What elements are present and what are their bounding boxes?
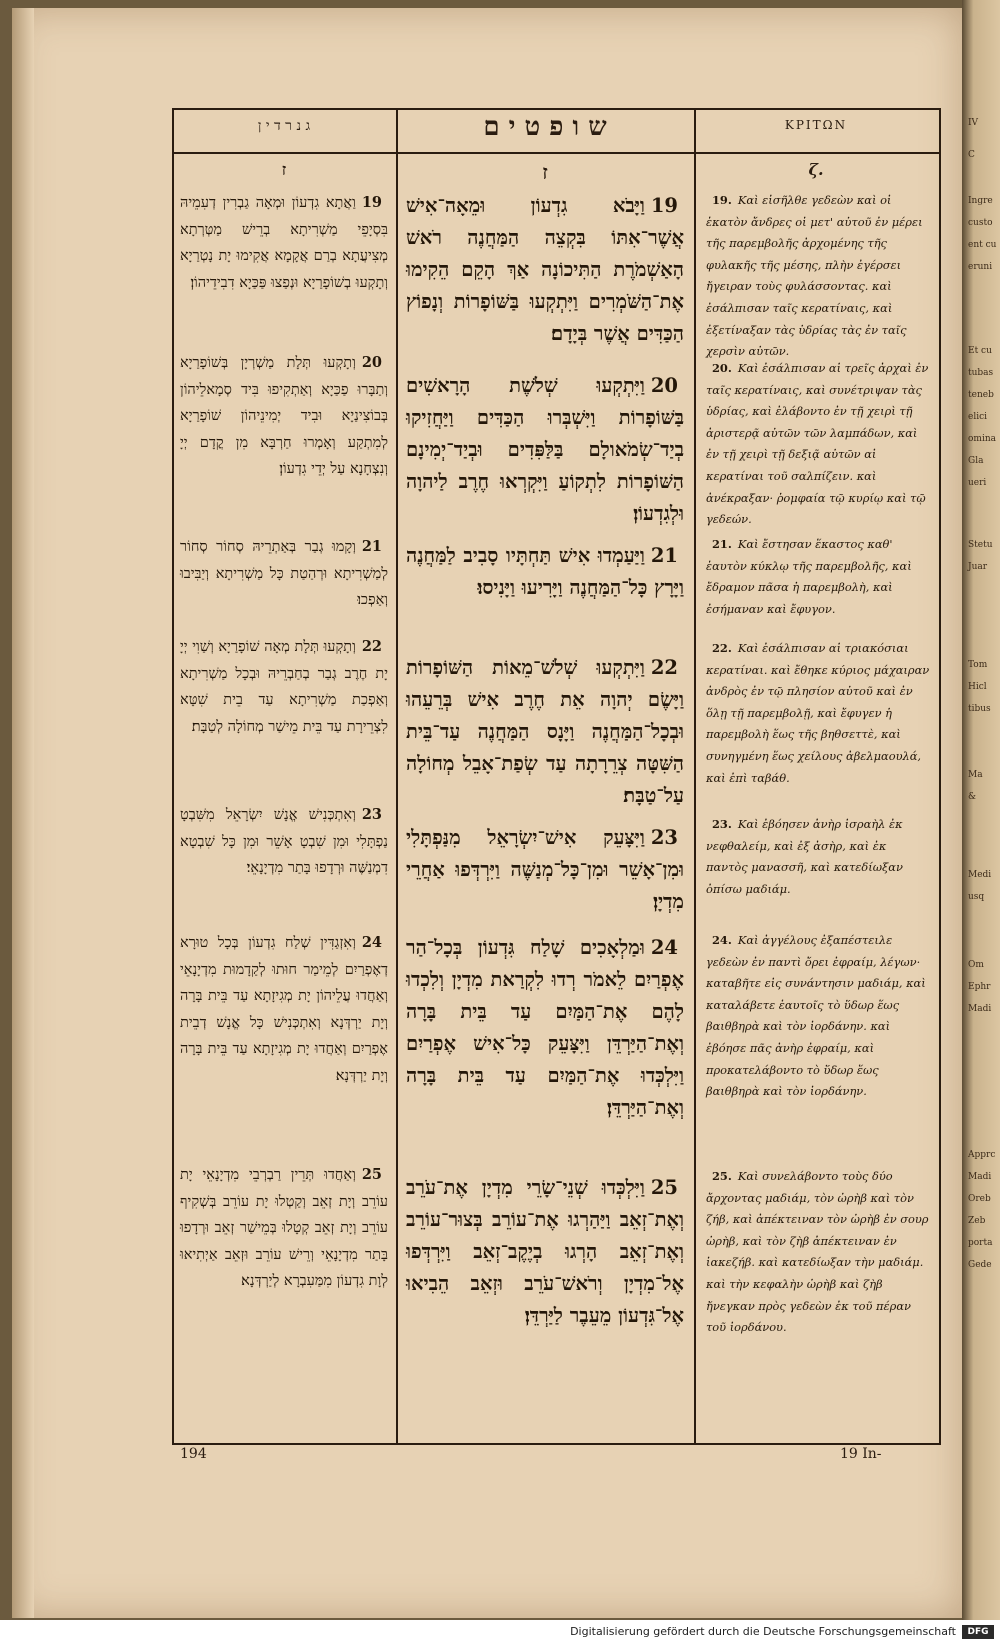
adjacent-fragment: IV xyxy=(968,118,979,128)
aramaic-verse xyxy=(180,1162,388,1295)
hebrew-verse xyxy=(406,822,684,932)
verse-number: 25. xyxy=(712,1169,732,1183)
adjacent-fragment: Ingre xyxy=(968,196,993,206)
adjacent-fragment: C xyxy=(968,150,975,160)
verse-number: 21 xyxy=(361,538,382,555)
adjacent-fragment: tibus xyxy=(968,704,991,714)
digitization-banner xyxy=(0,1620,1000,1646)
verse-number: 21 xyxy=(650,544,678,567)
verse-number: 19. xyxy=(712,193,732,207)
verse-text: Καὶ ἀγγέλους ἐξαπέστειλε γεδεὼν ἐν παντὶ ὄρει ἐφραίμ, λέγων· καταβῆτε εἰς συνάντησιν μαδιάμ, καὶ καταλάβετε ἑαυτοῖς τὸ ὕδωρ ἕως βαιθβηρὰ καὶ τὸν ἰορδάνην. καὶ ἐβόησε πᾶς ἀνὴρ ἐφραίμ, καὶ προκατελάβοντο τὸ ὕδωρ ἕως βαιθβηρὰ καὶ τὸν ἰορδάνην. xyxy=(706,933,926,1099)
verse-number: 25 xyxy=(361,1166,382,1183)
hebrew-verse xyxy=(406,190,684,370)
verse-text: וַיִּתְקְעוּ שְׁלֹשֶׁת הָרָאשִׁים בַּשּׁוֹפָרוֹת וַיִּשְׁבְּרוּ הַכַּדִּים וַיַּחֲזִיקוּ בְיַד־שְׂמֹאולָם בַּלַּפִּדִים וּבְיַד־יְמִינָם הַשּׁוֹפָרוֹת לִתְקוֹעַ וַיִּקְרְאוּ חֶרֶב לַיהוָה וּלְגִדְעוֹן׃ xyxy=(406,374,684,525)
verse-number: 24 xyxy=(361,934,382,951)
verse-text: וַאֲתָא גִדְעוֹן וּמְאָה גַבְרִין דְעִמֵיהּ בִּסְיָפֵי מַשְׁרִיתָא בְרֵישׁ מַטְּרְתָא מְצִיעֲתָא בְרַם אֲקָמָא אֲקִימוּ יָת נָטְרַיָא וְתָקְעוּ בְשׁוֹפָרַיָא וּנְפַצוּ פַּכַּיָא דִבִידֵיהוֹן׃ xyxy=(180,195,388,291)
adjacent-fragment: porta xyxy=(968,1238,993,1248)
catchword: 19 In- xyxy=(840,1446,882,1462)
verse-number: 23. xyxy=(712,817,732,831)
verse-text: Καὶ συνελάβοντο τοὺς δύο ἄρχοντας μαδιάμ, τὸν ὠρὴβ καὶ τὸν ζήβ, καὶ ἀπέκτειναν τὸν ὠρὴβ ἐν σουρ ὠρὴβ, καὶ τὸν ζὴβ ἀπέκτειναν ἐν ἰακεζήβ. καὶ κατεδίωξαν τὴν μαδιάμ. καὶ τὴν κεφαλὴν ὠρὴβ καὶ ζὴβ ἤνεγκαν πρὸς γεδεὼν ἐκ τοῦ πέραν τοῦ ἰορδάνου. xyxy=(706,1169,929,1335)
verse-number: 20 xyxy=(361,354,382,371)
verse-number: 22 xyxy=(650,656,678,679)
adjacent-fragment: omina xyxy=(968,434,996,444)
hebrew-verse xyxy=(406,540,684,652)
adjacent-fragment: Zeb xyxy=(968,1216,986,1226)
greek-verse xyxy=(706,534,930,638)
adjacent-fragment: Madi xyxy=(968,1172,992,1182)
adjacent-fragment: elici xyxy=(968,412,988,422)
greek-verse xyxy=(706,190,930,358)
verse-text: וַיִּלְכְּדוּ שְׁנֵי־שָׂרֵי מִדְיָן אֶת־עֹרֵב וְאֶת־זְאֵב וַיַּהַרְגוּ אֶת־עוֹרֵב בְּצוּר־עוֹרֵב וְאֶת־זְאֵב הָרְגוּ בְיֶקֶב־זְאֵב וַיִּרְדְּפוּ אֶל־מִדְיָן וְרֹאשׁ־עֹרֵב וּזְאֵב הֵבִיאוּ אֶל־גִּדְעוֹן מֵעֵבֶר לַיַּרְדֵּן׃ xyxy=(406,1176,684,1327)
adjacent-fragment: tubas xyxy=(968,368,994,378)
page-number: 194 xyxy=(180,1446,207,1462)
aramaic-verse xyxy=(180,634,388,802)
adjacent-fragment: Oreb xyxy=(968,1194,991,1204)
aramaic-column-header: ג נ ר ד י ן xyxy=(257,118,311,134)
greek-verse xyxy=(706,930,930,1166)
greek-verse xyxy=(706,814,930,930)
verse-text: וַיִּצָּעֵק אִישׁ־יִשְׂרָאֵל מִנַּפְתָּלִי וּמִן־אָשֵׁר וּמִן־כָּל־מְנַשֶּׁה וַיִּרְדְּפוּ אַחֲרֵי מִדְיָן׃ xyxy=(406,826,684,913)
adjacent-fragment: Gede xyxy=(968,1260,992,1270)
aramaic-chapter-number: ז xyxy=(281,160,287,179)
hebrew-verse xyxy=(406,370,684,540)
verse-number: 20. xyxy=(712,361,732,375)
hebrew-chapter-number: ז xyxy=(542,160,548,184)
verse-number: 19 xyxy=(361,194,382,211)
column-rule xyxy=(396,108,398,1445)
verse-text: וְתָקְעוּ תְּלָת מְאָה שׁוֹפָרַיָא וְשַׁוִי יְיָ יָת חֶרֶב גְבַר בְחַבְרֵיהּ וּבְכָל מַשְׁרִיתָא וְאַפְכַת מַשְׁרִיתָא עַד בֵית שִׁטָּא לִצְרֵירָת עַד בֵּית מֵישַׁר מְחוֹלָה לְטַבָּת׃ xyxy=(180,639,388,735)
adjacent-page-edge xyxy=(962,0,1000,1620)
adjacent-fragment: eruni xyxy=(968,262,993,272)
adjacent-fragment: teneb xyxy=(968,390,994,400)
verse-number: 19 xyxy=(650,194,678,217)
verse-text: Καὶ εἰσῆλθε γεδεὼν καὶ οἱ ἑκατὸν ἄνδρες οἱ μετ' αὐτοῦ ἐν μέρει τῆς παρεμβολῆς ἀρχομένης τῆς φυλακῆς τῆς μέσης, πλὴν ἐγέρσει ἤγειραν τοὺς φυλάσσοντας. καὶ ἐσάλπισαν ταῖς κερατίναις, καὶ ἐξετίναξαν τὰς ὑδρίας τὰς ἐν ταῖς χερσὶν αὐτῶν. xyxy=(706,193,923,359)
verse-number: 23 xyxy=(361,806,382,823)
adjacent-fragment: custo xyxy=(968,218,993,228)
adjacent-fragment: Medi xyxy=(968,870,992,880)
greek-chapter-number: ζ. xyxy=(808,160,824,179)
adjacent-fragment: Ephr xyxy=(968,982,991,992)
adjacent-fragment: Gla xyxy=(968,456,984,466)
hebrew-verse xyxy=(406,932,684,1172)
verse-text: וַיִּתְקְעוּ שְׁלֹשׁ־מֵאוֹת הַשּׁוֹפָרוֹת וַיָּשֶׂם יְהוָה אֵת חֶרֶב אִישׁ בְּרֵעֵהוּ וּבְכָל־הַמַּחֲנֶה וַיָּנָס הַמַּחֲנֶה עַד־בֵּית הַשִּׁטָּה צְרֵרָתָה עַד שְׂפַת־אָבֵל מְחוֹלָה עַל־טַבָּת׃ xyxy=(406,656,684,807)
verse-text: Καὶ ἔστησαν ἕκαστος καθ' ἑαυτὸν κύκλῳ τῆς παρεμβολῆς, καὶ ἔδραμον πᾶσα ἡ παρεμβολὴ, καὶ ἐσήμαναν καὶ ἔφυγον. xyxy=(706,537,912,616)
adjacent-fragment: Et cu xyxy=(968,346,992,356)
verse-text: Καὶ ἐβόησεν ἀνὴρ ἰσραὴλ ἐκ νεφθαλείμ, καὶ ἐξ ἀσὴρ, καὶ ἐκ παντὸς μανασσῆ, καὶ κατεδίωξαν ὀπίσω μαδιάμ. xyxy=(706,817,903,896)
greek-verse xyxy=(706,638,930,814)
verse-number: 22. xyxy=(712,641,732,655)
page-gutter xyxy=(12,8,34,1618)
hebrew-verse xyxy=(406,652,684,822)
aramaic-verse xyxy=(180,802,388,930)
hebrew-column xyxy=(406,190,684,1332)
verse-text: וְקָמוּ גְבַר בְּאַתְרֵיהּ סְחוֹר סְחוֹר לְמַשְׁרִיתָא וּרְהַטַת כָּל מַשְׁרִיתָא וְיַבִּיבוּ וְאַפְכוּ׃ xyxy=(180,539,388,609)
verse-number: 24. xyxy=(712,933,732,947)
aramaic-verse xyxy=(180,534,388,634)
adjacent-fragment: Tom xyxy=(968,660,988,670)
adjacent-fragment: ent cu xyxy=(968,240,997,250)
greek-column-header: ΚΡΙΤΩΝ xyxy=(784,118,848,132)
dfg-logo: DFG xyxy=(962,1625,994,1639)
adjacent-fragment: Om xyxy=(968,960,984,970)
adjacent-fragment: & xyxy=(968,792,977,802)
adjacent-fragment: Stetu xyxy=(968,540,993,550)
adjacent-fragment: Madi xyxy=(968,1004,992,1014)
verse-text: וַיַּעַמְדוּ אִישׁ תַּחְתָּיו סָבִיב לַמַּחֲנֶה וַיָּרָץ כָּל־הַמַּחֲנֶה וַיָּרִיעוּ וַיָּנִיסוּ׃ xyxy=(406,544,684,599)
adjacent-fragment: Ma xyxy=(968,770,983,780)
greek-verse xyxy=(706,1166,930,1339)
adjacent-fragment: ueri xyxy=(968,478,987,488)
adjacent-fragment: Apprc xyxy=(968,1150,996,1160)
verse-text: וּמַלְאָכִים שָׁלַח גִּדְעוֹן בְּכָל־הַר אֶפְרַיִם לֵאמֹר רְדוּ לִקְרַאת מִדְיָן וְלִכְדוּ לָהֶם אֶת־הַמַּיִם עַד בֵּית בָּרָה וְאֶת־הַיַּרְדֵּן וַיִּצָּעֵק כָּל־אִישׁ אֶפְרַיִם וַיִּלְכְּדוּ אֶת־הַמַּיִם עַד בֵּית בָּרָה וְאֶת־הַיַּרְדֵּן׃ xyxy=(406,936,684,1119)
verse-text: וַיָּבֹא גִדְעוֹן וּמֵאָה־אִישׁ אֲשֶׁר־אִתּוֹ בִּקְצֵה הַמַּחֲנֶה רֹאשׁ הָאַשְׁמֹרֶת הַתִּיכוֹנָה אַךְ הָקֵם הֵקִימוּ אֶת־הַשֹּׁמְרִים וַיִּתְקְעוּ בַּשּׁוֹפָרוֹת וְנָפוֹץ הַכַּדִּים אֲשֶׁר בְּיָדָם׃ xyxy=(406,194,684,345)
adjacent-fragment: usq xyxy=(968,892,985,902)
verse-number: 20 xyxy=(650,374,678,397)
verse-number: 25 xyxy=(650,1176,678,1199)
verse-number: 24 xyxy=(650,936,678,959)
banner-text: Digitalisierung gefördert durch die Deutsche Forschungsgemeinschaft xyxy=(570,1625,956,1638)
hebrew-verse xyxy=(406,1172,684,1332)
adjacent-fragment: Hicl xyxy=(968,682,987,692)
aramaic-column xyxy=(180,190,388,1295)
verse-text: Καὶ ἐσάλπισαν αἱ τρεῖς ἀρχαὶ ἐν ταῖς κερατίναις, καὶ συνέτριψαν τὰς ὑδρίας, καὶ ἐλάβοντο ἐν τῇ χειρὶ τῇ ἀριστερᾷ αὐτῶν τῶν λαμπάδων, καὶ ἐν τῇ χειρὶ τῇ δεξιᾷ αὐτῶν αἱ κερατίναι τοῦ σαλπίζειν. καὶ ἀνέκραξαν· ῥομφαία τῷ κυρίῳ καὶ τῷ γεδεών. xyxy=(706,361,929,527)
greek-column xyxy=(706,190,930,1339)
verse-text: וְאַחֲדוּ תְּרֵין רַבְרְבֵי מִדְיָנָאֵי יָת עוֹרֵב וְיָת זְאֵב וְקַטְלוּ יָת עוֹרֵב בְּשְׁקִיף עוֹרֵב וְיָת זְאֵב קְטָלוּ בְּמֵישַׁר זְאֵב וּרְדָפוּ בָּתַר מִדְיָנָאֵי וְרֵישׁ עוֹרֵב וּזְאֵב אַיְתִיאוּ לְוָת גִדְעוֹן מִמַּעִבְרָא לְיַרְדְּנָא׃ xyxy=(180,1167,388,1290)
verse-number: 23 xyxy=(650,826,678,849)
adjacent-fragment: Juar xyxy=(968,562,988,572)
aramaic-verse xyxy=(180,350,388,534)
verse-text: וְאִתְכְּנִישׁ אֱנָשׁ יִשְׂרָאֵל מִשִּׁבְטָ נַפְתָּלִי וּמִן שִׁבְטָ אָשֵׁר וּמִן כָּל שִׁבְטָא דִמְנַשֶּׁה וּרְדָפוּ בָּתַר מִדְיָנָאֵי׃ xyxy=(180,807,388,877)
greek-verse xyxy=(706,358,930,534)
verse-number: 22 xyxy=(361,638,382,655)
verse-text: וְתָקְעוּ תְּלָת מַשְׁרְיָן בְּשׁוֹפָרַיָא וְתַבָּרוּ פַכַּיָא וְאַתְקִיפוּ בִּיד סְמָאלֵיהוֹן בְּבוֹצִינַיָא וּבִיד יְמִינֵיהוֹן שׁוֹפָרַיָא לְמִתְקַע וְאָמְרוּ חַרְבָּא מִן קֳדָם יְיָ וְנִצְחָנָא עַל יְדֵי גִדְעוֹן׃ xyxy=(180,355,388,478)
verse-text: Καὶ ἐσάλπισαν αἱ τριακόσιαι κερατίναι. καὶ ἔθηκε κύριος μάχαιραν ἀνδρὸς ἐν τῷ πλησίον αὐτοῦ καὶ ἐν ὅλῃ τῇ παρεμβολῇ, καὶ ἔφυγεν ἡ παρεμβολὴ ἕως τῆς βηθσεττὲ, καὶ συνηγμένη ἕως χείλους ἀβελμαουλά, καὶ ἐπὶ ταβάθ. xyxy=(706,641,930,785)
verse-number: 21. xyxy=(712,537,732,551)
aramaic-verse xyxy=(180,190,388,350)
verse-text: וְאִזְגַדִּין שְׁלַח גִדְעוֹן בְּכָל טוּרָא דְאֶפְרַיִם לְמֵימַר חוּתוּ לְקַדָמוּת מִדְיָנָאֵי וְאַחֲדוּ עֲלֵיהוֹן יָת מְגִיזָתָא עַד בֵּית בָּרָה וְיָת יַרְדְּנָא וְאִתְכְּנִישׁ כָּל אֱנָשׁ דְבֵית אֶפְרַיִם וְאַחֲדוּ יָת מְגִיזָתָא עַד בֵּית בָּרָה וְיָת יַרְדְּנָא׃ xyxy=(180,935,388,1084)
aramaic-verse xyxy=(180,930,388,1162)
column-rule xyxy=(694,108,696,1445)
header-rule xyxy=(172,152,939,154)
hebrew-column-header: ש ו פ ט י ם xyxy=(483,112,607,142)
